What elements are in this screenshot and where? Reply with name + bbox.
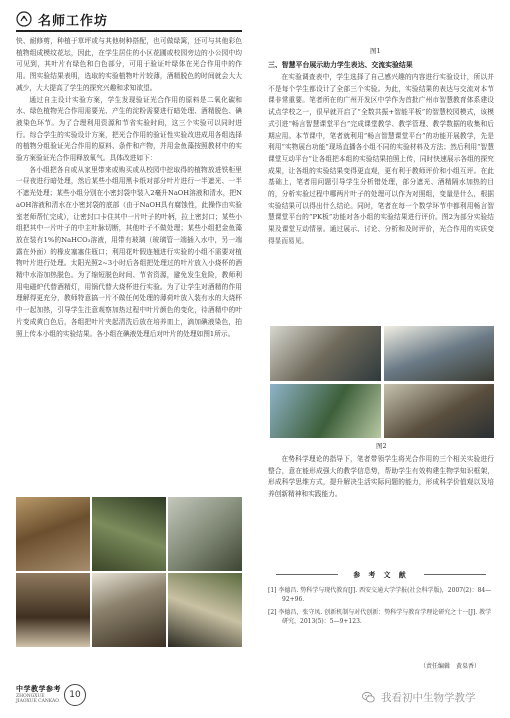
figure2-photo <box>384 384 495 439</box>
wechat-watermark <box>362 690 476 705</box>
reference-item: [2] 李德昌，张守凤. 创新机制与对代创新：势科学与教育学理论研究之十一[J]. 教学研究，2013(5)：5—9+123. <box>268 608 492 626</box>
right-column-closing <box>268 454 494 501</box>
left-paragraph-1: 快、耐修剪，种植于草坪或与其他树种搭配，也可做绿篱，还可与其他彩色植物组成模纹花坛，因此，在学生居住的小区花圃或校园旁边的小公园中均可见到，其叶片有绿色和白色部分，可用于验证叶绿体在光合作用中的作用。图实验结果表明，选取的实验植物叶片较薄，酒精脱色的时间就会大大减少，大大提高了学生的探究兴趣和求知欲望。 <box>16 37 242 92</box>
references-heading-text: 参 考 文 献 <box>353 571 409 579</box>
figure2-photo <box>384 326 495 381</box>
left-paragraph-3: 各小组把各自或从家里带来或购买或从校园中挖取得的植物放进铁柜里一昼夜进行暗处理，然后某些小组用黑卡纸对部分叶片进行一半遮光、一半不遮光处理；某些小组分别在小密封袋中装入2毫升NaOH溶液和清水，把NaOH溶液和清水在小密封袋的底部（由于NaOH具有腐蚀性，此操作由实验室老师帮忙完成），让密封口卡住其中一片叶子的叶柄，拉上密封口；某些小组把其中一片叶子的中主叶脉切断，其他叶子不做处理；某些小组把金鱼藻放在装有1%的NaHCO₃溶液，用带有玻璃（玻璃管一端插入水中，另一端露在外面）的橡皮塞塞住瓶口；利用花叶假连翘进行实验的小组不需要对植物叶片进行处理。太阳光照2~3小时后各组把处理过的叶片放入小烧杯的酒精中水浴加热脱色。为了缩短脱色时间、节省资源，避免发生危险，教师利用电磁炉代替酒精灯，用锅代替大烧杯进行实验。为了让学生对酒精的作用理解得更充分，教师特意搞一片不做任何处理的薄荷叶放入装有水的大烧杯中一起加热，引导学生注意观察加热过程中叶片颜色的变化，待酒精中的叶片变成黄白色后，各组把叶片夹起清洗后放在培养皿上，滴加碘液染色，拍照上传本小组的实验结果。各小组在碘液处理后对叶片的处理如图1所示。 <box>16 165 242 338</box>
reference-item: [1] 李德昌. 势科学与现代教育[J]. 西安交通大学学报(社会科学版)，2007(2)：84—92+96. <box>268 587 492 604</box>
figure2-caption: 图2 <box>376 442 387 450</box>
wechat-icon <box>362 691 375 704</box>
right-paragraph-1: 在实验调查表中，学生选择了自己感兴趣的内容进行实验设计，所以并不是每个学生都设计了全部三个实验。为此，实验结果的表达与交流对本节课非常重要。笔者所在的广州开发区中学作为首批广州市智慧教育体系建设试点学校之一，很早就开启了“全数共振+智能平板”的智慧校园模式，该模式引进“畅言智慧课堂平台”完成课堂教学、教学管理、教学数据的收集和后期应用。本节课中，笔者就利用“畅言智慧课堂平台”的功能开展教学，先是利用“实物展台功能”现场直播各小组不同的实验材料及方法；然后利用“智慧课堂互动平台”让各组把本组的实验结果拍照上传，同时快速展示各组的探究成果，让各组的实验结果变得更直观，更有利于教师评价和小组互评。在此基础上，笔者用问题引导学生分析错处理，部分遮光、酒精隔水加热的目的，分析实验过程中哪两片叶子的处理可以作为对照组，变量是什么，根据实验结果可以得出什么结论。同时，笔者在每一个数学环节中都利用畅言智慧课堂平台的“PK板”功能对各小组的实验结果进行评价。图2为部分实验结果及课堂互动情景。通过展示、讨论、分析和及时评价，光合作用的实质变得显而易见。 <box>268 73 494 245</box>
laurel-logo-icon <box>16 11 32 27</box>
journal-subtitle: ZHONGXUE JIAOXUE CANKAO <box>16 694 59 704</box>
heading-rule-right <box>424 574 486 575</box>
figure1-photo <box>92 497 166 571</box>
watermark-text: 我看初中生物学教学 <box>381 692 476 704</box>
editor-credit: （责任编辑 黄臬香） <box>420 663 481 670</box>
journal-logo <box>16 684 64 704</box>
right-column <box>268 60 494 248</box>
figure1-caption: 图1 <box>370 47 381 55</box>
figure1-photo <box>168 573 242 647</box>
journal-name: 中学教学参考 <box>16 685 61 693</box>
page-header <box>16 8 108 30</box>
left-paragraph-2: 通过自主设计实验方案，学生发现验证光合作用的原料是二氧化碳和水、绿色植物光合作用需要光、产生的淀粉需要进行暗处理、酒精脱色、碘液染色环节。为了合理利用资源和节省实验时间，这三个实验可以同时进行。综合学生的实验设计方案，把光合作用的验证性实验改进成用各组选择的植物分组验证光合作用的原料、条件和产物，并用金鱼藻按照教材中的实验方案验证光合作用释放氧气。具体改进如下： <box>16 95 242 163</box>
closing-paragraph: 在势科学理论的指导下，笔者带领学生将光合作用的三个相关实验进行整合，意在能形成强大的教学信息势，帮助学生有效构建生物学知识框架，形成科学思维方式，提升解决生活实际问题的能力，形成科学价值观以及培养创新精神和实践能力。 <box>268 455 494 499</box>
heading-rule-left <box>276 574 338 575</box>
left-column <box>16 36 242 340</box>
section-heading: 三、智慧平台展示助力学生表达、交流实验结果 <box>268 61 413 69</box>
figure2-photo <box>270 326 381 381</box>
figure1-photo-grid <box>16 497 242 647</box>
references-list <box>268 586 494 630</box>
figure2-photo <box>270 384 381 439</box>
figure1-photo <box>168 497 242 571</box>
figure2-photo-grid <box>270 326 494 438</box>
page-number: 10 <box>64 684 86 706</box>
section-title: 名师工作坊 <box>38 13 109 29</box>
figure1-photo <box>16 573 90 647</box>
header-rule <box>16 30 242 32</box>
figure1-photo <box>16 497 90 571</box>
figure1-photo <box>92 573 166 647</box>
references-heading <box>268 569 494 579</box>
